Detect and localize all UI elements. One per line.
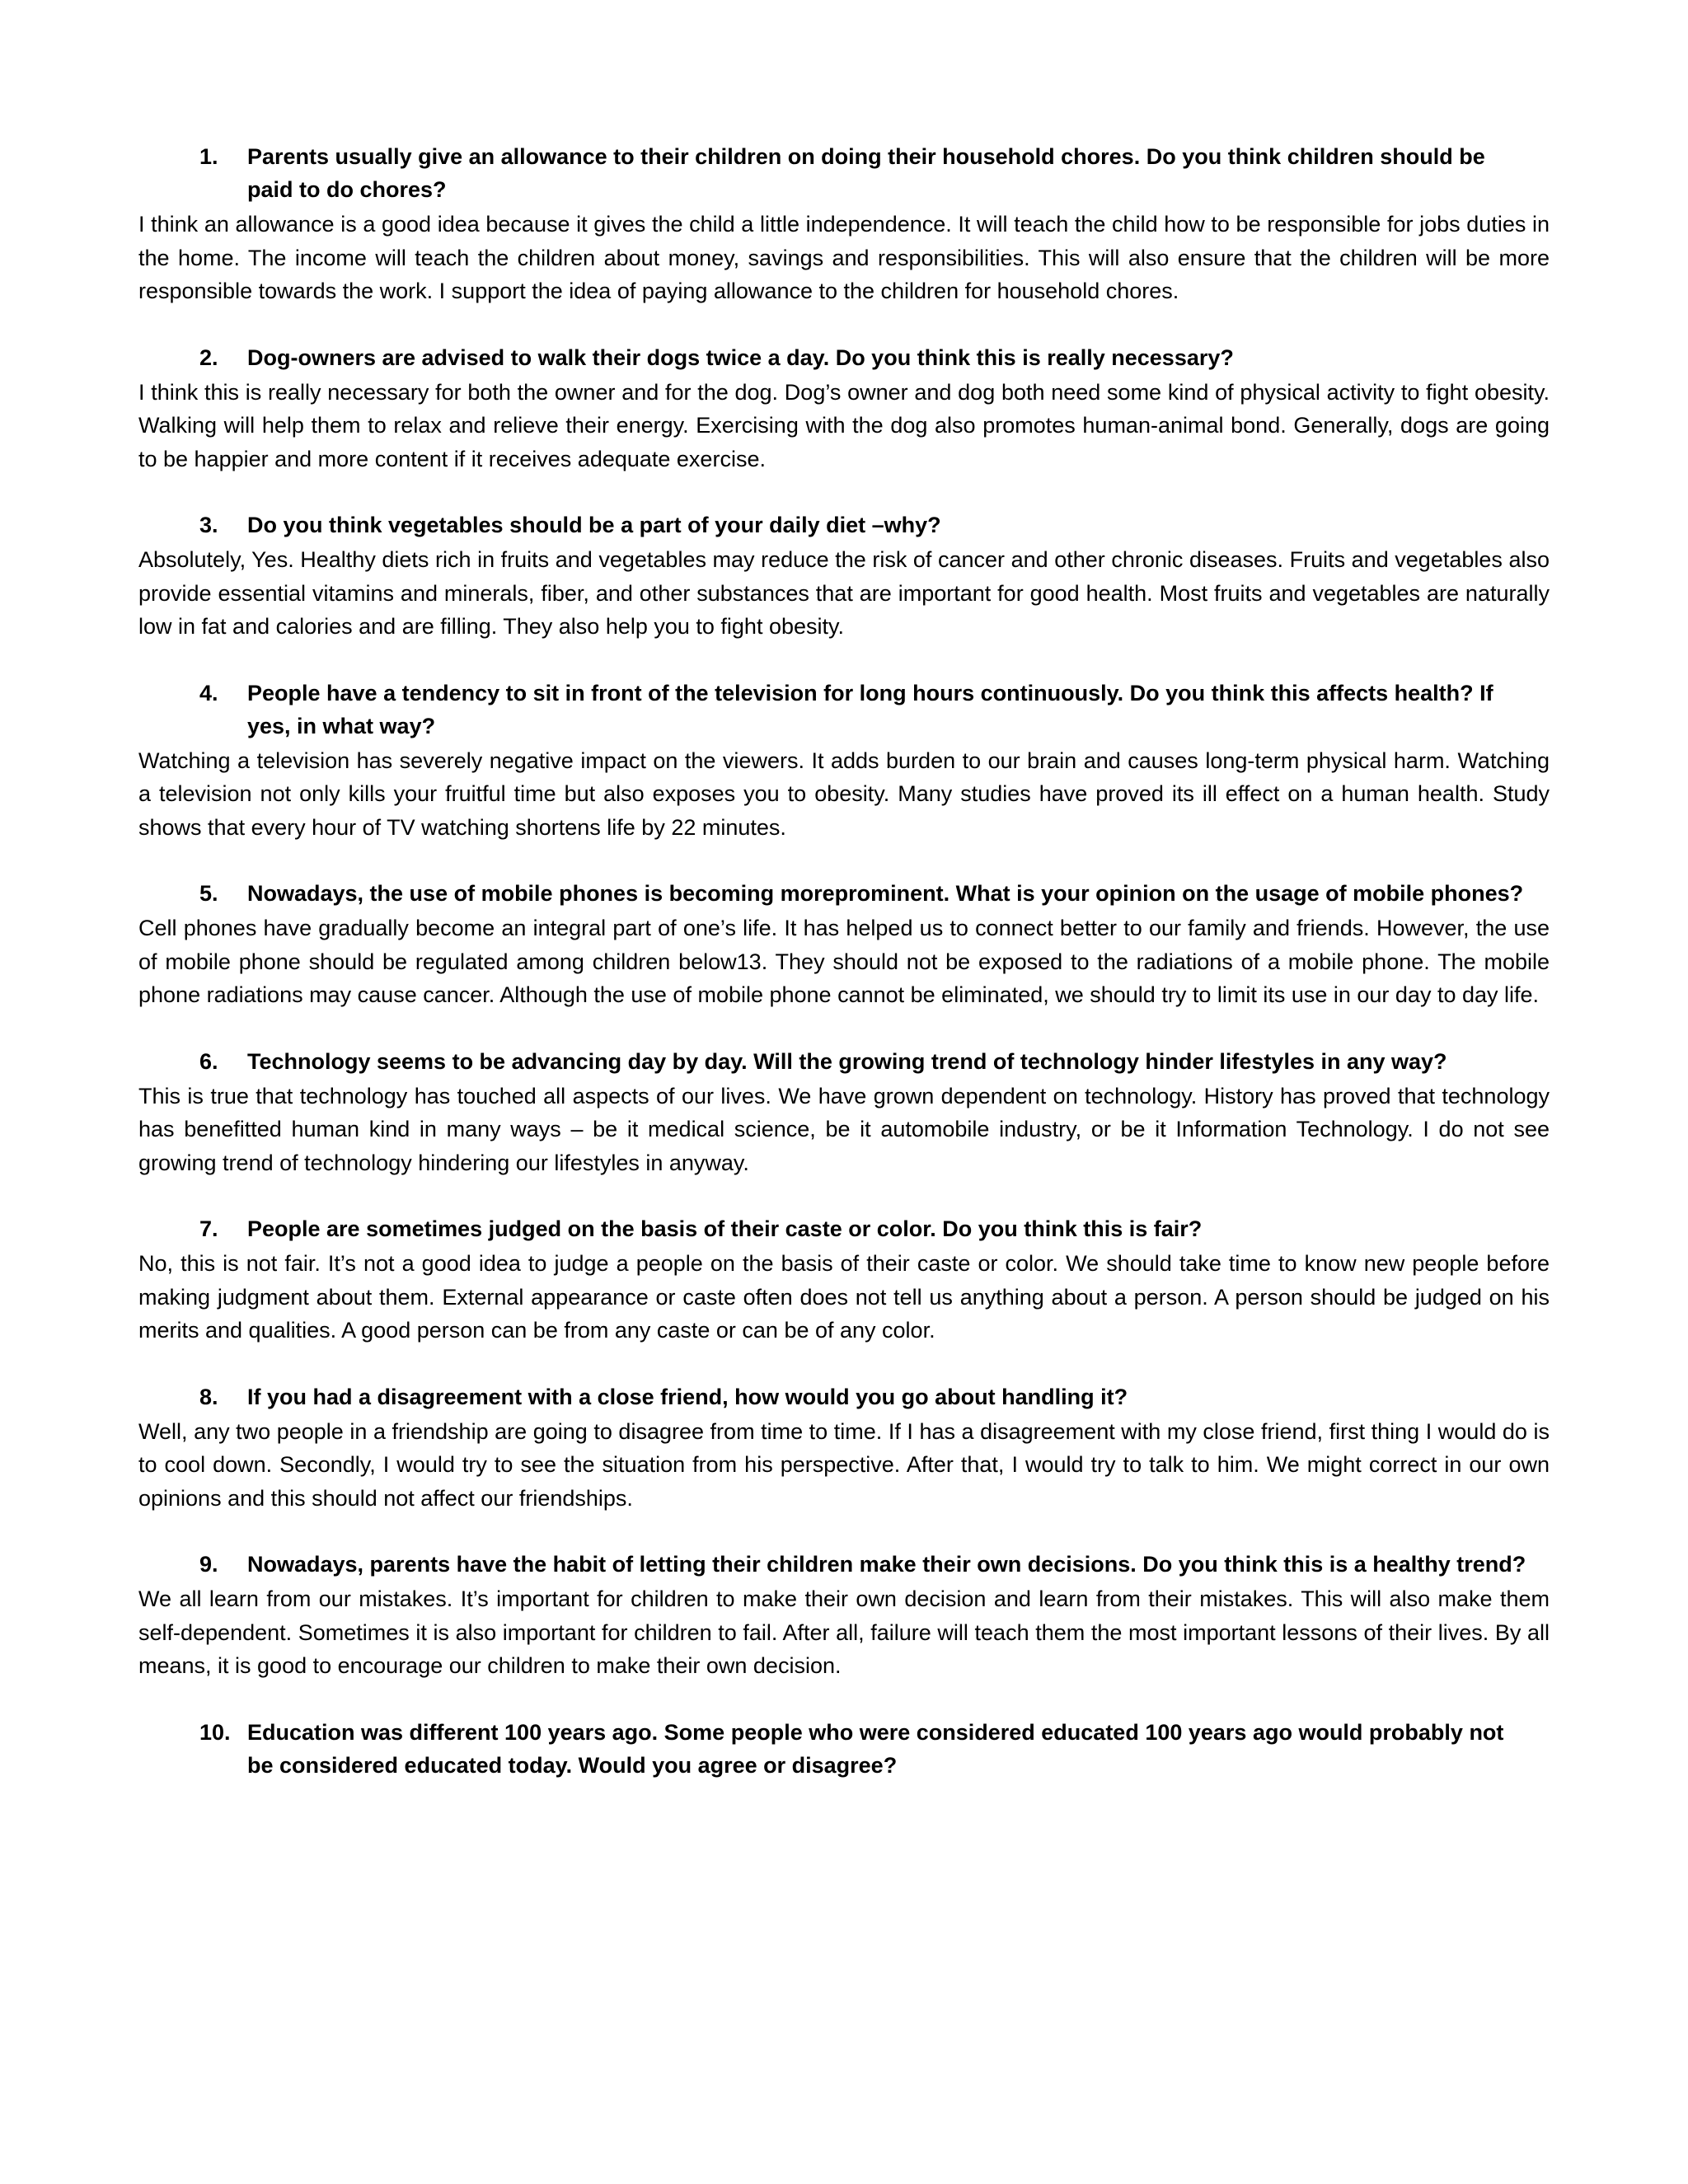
answer-9: We all learn from our mistakes. It’s important for children to make their own decision and learn from their mistakes. This will also make them self-dependent. Sometimes it is also important for children to fail. After all, failure will teach them the most important lessons of their lives. By all means, it is good to encourage our children to make their own decision. bbox=[138, 1586, 1550, 1678]
question-text: Dog-owners are advised to walk their dogs twice a day. Do you think this is really necessary? bbox=[247, 344, 1234, 370]
question-number: 6. bbox=[199, 1048, 218, 1074]
question-text: Technology seems to be advancing day by day. Will the growing trend of technology hinder lifestyles in any way? bbox=[247, 1048, 1447, 1074]
question-number: 4. bbox=[199, 680, 218, 705]
answer-5: Cell phones have gradually become an integral part of one’s life. It has helped us to connect better to our family and friends. However, the use of mobile phone should be regulated among children below13. They should not be exposed to the radiations of a mobile phone. The mobile phone radiations may cause cancer. Although the use of mobile phone cannot be eliminated, we should try to limit its use in our day to day life. bbox=[138, 916, 1550, 1007]
qa-item-8 bbox=[138, 1380, 1550, 1516]
question-number: 2. bbox=[199, 344, 218, 370]
question-number: 5. bbox=[199, 881, 218, 906]
qa-item-9 bbox=[138, 1548, 1550, 1683]
document-page bbox=[138, 140, 1550, 1815]
question-text: People have a tendency to sit in front of the television for long hours continuously. Do you think this affects health? If yes, in what way? bbox=[247, 680, 1493, 738]
answer-2: I think this is really necessary for both the owner and for the dog. Dog’s owner and dog both need some kind of physical activity to fight obesity. Walking will help them to relax and relieve their energy. Exercising with the dog also promotes human-animal bond. Generally, dogs are going to be happier and more content if it receives adequate exercise. bbox=[138, 379, 1550, 471]
answer-3: Absolutely, Yes. Healthy diets rich in fruits and vegetables may reduce the risk of cancer and other chronic diseases. Fruits and vegetables also provide essential vitamins and minerals, fiber, and other substances that are important for good health. Most fruits and vegetables are naturally low in fat and calories and are filling. They also help you to fight obesity. bbox=[138, 547, 1550, 639]
question-4 bbox=[138, 677, 1550, 743]
question-number: 8. bbox=[199, 1384, 218, 1409]
qa-item-5 bbox=[138, 877, 1550, 1012]
question-3 bbox=[138, 509, 1550, 541]
question-number: 10. bbox=[199, 1719, 231, 1745]
question-1 bbox=[138, 140, 1550, 206]
qa-item-7 bbox=[138, 1212, 1550, 1347]
qa-item-6 bbox=[138, 1045, 1550, 1180]
question-text: People are sometimes judged on the basis of their caste or color. Do you think this is fair? bbox=[247, 1216, 1203, 1241]
qa-item-1 bbox=[138, 140, 1550, 308]
question-number: 7. bbox=[199, 1216, 218, 1241]
question-text: Nowadays, the use of mobile phones is becoming moreprominent. What is your opinion on the usage of mobile phones? bbox=[247, 881, 1524, 906]
question-number: 9. bbox=[199, 1552, 218, 1577]
question-text: Nowadays, parents have the habit of letting their children make their own decisions. Do you think this is a healthy trend? bbox=[247, 1552, 1526, 1577]
answer-1: I think an allowance is a good idea because it gives the child a little independence. It will teach the child how to be responsible for jobs duties in the home. The income will teach the children about money, savings and responsibilities. This will also ensure that the children will be more responsible towards the work. I support the idea of paying allowance to the children for household chores. bbox=[138, 212, 1550, 303]
answer-7: No, this is not fair. It’s not a good idea to judge a people on the basis of their caste or color. We should take time to know new people before making judgment about them. External appearance or caste often does not tell us anything about a person. A person should be judged on his merits and qualities. A good person can be from any caste or can be of any color. bbox=[138, 1251, 1550, 1343]
answer-8: Well, any two people in a friendship are going to disagree from time to time. If I has a disagreement with my close friend, first thing I would do is to cool down. Secondly, I would try to see the situation from his perspective. After that, I would try to talk to him. We might correct in our own opinions and this should not affect our friendships. bbox=[138, 1418, 1550, 1511]
question-text: If you had a disagreement with a close friend, how would you go about handling it? bbox=[247, 1384, 1128, 1409]
answer-6: This is true that technology has touched all aspects of our lives. We have grown dependent on technology. History has proved that technology has benefitted human kind in many ways – be it medical science, be it automobile industry, or be it Information Technology. I do not see growing trend of technology hindering our lifestyles in anyway. bbox=[138, 1083, 1550, 1175]
question-6 bbox=[138, 1045, 1550, 1078]
qa-item-10 bbox=[138, 1716, 1550, 1782]
question-number: 1. bbox=[199, 144, 218, 169]
question-8 bbox=[138, 1380, 1550, 1413]
question-text: Parents usually give an allowance to their children on doing their household chores. Do you think children should be paid to do chores? bbox=[247, 144, 1485, 202]
qa-item-4 bbox=[138, 677, 1550, 845]
question-text: Do you think vegetables should be a part of your daily diet –why? bbox=[247, 513, 941, 537]
qa-item-2 bbox=[138, 341, 1550, 476]
answer-4: Watching a television has severely negative impact on the viewers. It adds burden to our brain and causes long-term physical harm. Watching a television not only kills your fruitful time but also exposes you to obesity. Many studies have proved its ill effect on a human health. Study shows that every hour of TV watching shortens life by 22 minutes. bbox=[138, 748, 1550, 840]
question-9 bbox=[138, 1548, 1550, 1581]
question-text: Education was different 100 years ago. Some people who were considered educated 100 years ago would probably not be considered educated today. Would you agree or disagree? bbox=[247, 1719, 1504, 1778]
question-number: 3. bbox=[199, 513, 218, 537]
question-7 bbox=[138, 1212, 1550, 1245]
question-5 bbox=[138, 877, 1550, 910]
question-10 bbox=[138, 1716, 1550, 1782]
qa-item-3 bbox=[138, 509, 1550, 644]
question-2 bbox=[138, 341, 1550, 374]
